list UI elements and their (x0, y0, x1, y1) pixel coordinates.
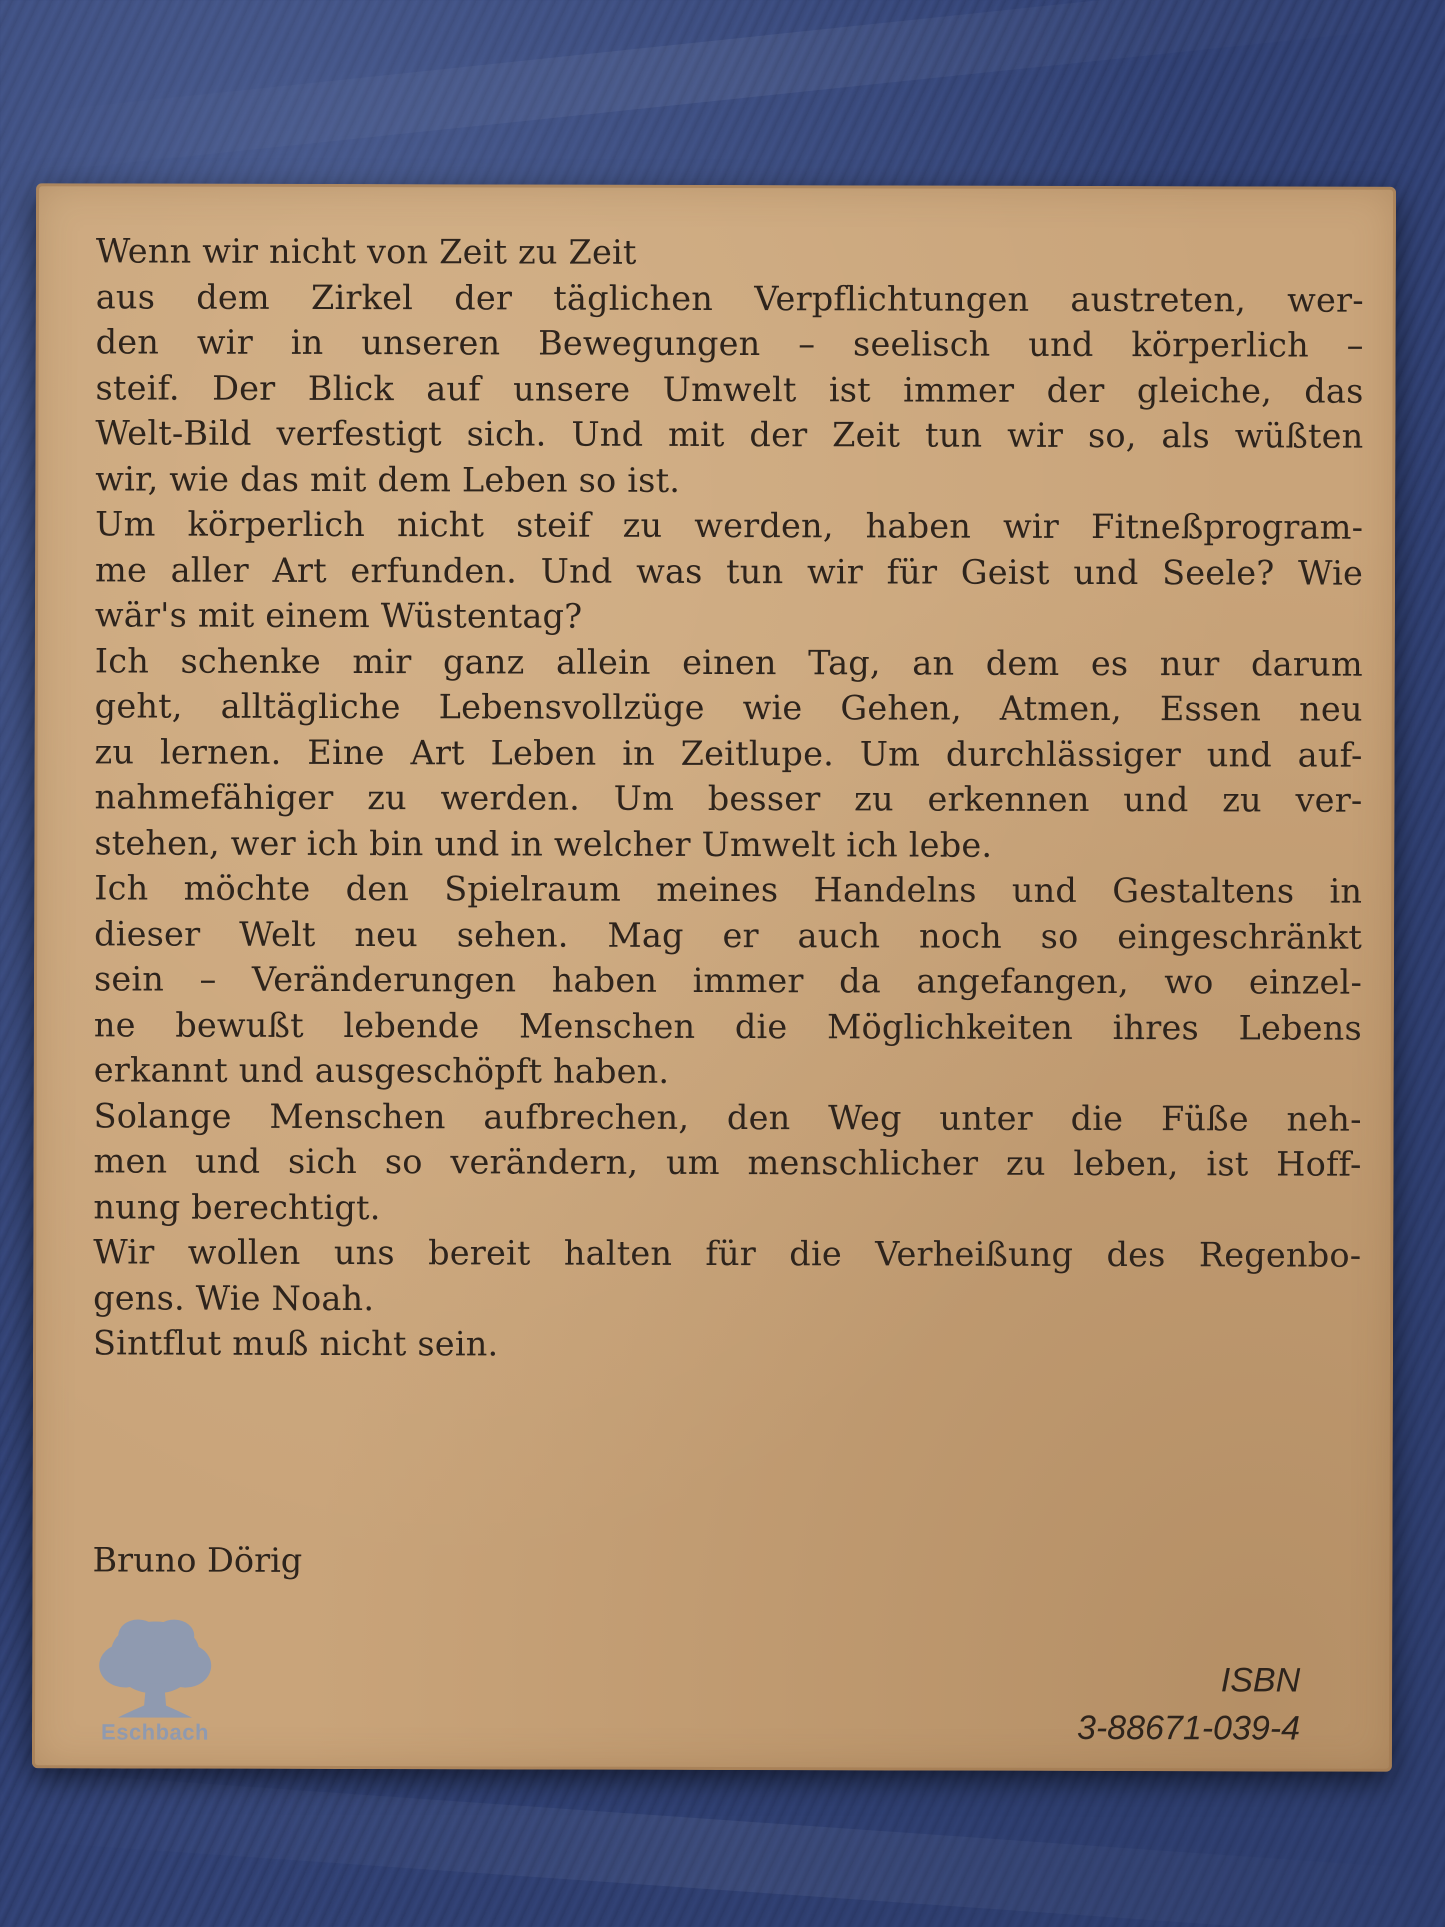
isbn-number: 3-88671-039-4 (1076, 1708, 1301, 1748)
isbn-block (1077, 1656, 1300, 1753)
text-line: me aller Art erfunden. Und was tun wir für Geist und Seele? Wie (95, 549, 1364, 593)
text-line: sein – Veränderungen haben immer da angefangen, wo einzel- (93, 959, 1363, 1002)
cloth-fold (0, 1770, 1445, 1927)
cover-text-block (93, 228, 1396, 1369)
text-line: wir, wie das mit dem Leben so ist. (95, 458, 681, 500)
text-line: Ich schenke mir ganz allein einen Tag, an dem es nur darum (94, 640, 1363, 684)
text-line: Welt-Bild verfestigt sich. Und mit der Zeit tun wir so, als wüßten (95, 413, 1364, 456)
text-line: men und sich so verändern, um menschlicher zu leben, ist Hoff- (93, 1141, 1362, 1184)
cloth-fold (1, 0, 1444, 175)
text-line: Wir wollen uns bereit halten für die Verheißung des Regenbo- (93, 1232, 1362, 1275)
text-line: erkannt und ausgeschöpft haben. (93, 1050, 670, 1091)
author-signature: Bruno Dörig (92, 1540, 303, 1580)
text-line: ne bewußt lebende Menschen die Möglichkeiten ihres Lebens (93, 1004, 1362, 1048)
text-line: wär's mit einem Wüstentag? (94, 595, 583, 636)
text-line: gens. Wie Noah. (93, 1277, 375, 1318)
text-line: stehen, wer ich bin und in welcher Umwelt ich lebe. (94, 822, 993, 865)
publisher-name: Eschbach (101, 1719, 210, 1745)
text-line: Solange Menschen aufbrechen, den Weg unter die Füße neh- (93, 1095, 1362, 1139)
tree-icon (90, 1613, 220, 1723)
text-line: nung berechtigt. (93, 1186, 381, 1227)
text-line: dieser Welt neu sehen. Mag er auch noch so eingeschränkt (94, 913, 1363, 957)
text-line: steif. Der Blick auf unsere Umwelt ist immer der gleiche, das (95, 367, 1364, 411)
text-line: Ich möchte den Spielraum meines Handelns und Gestaltens in (94, 868, 1363, 911)
text-line: nahmefähiger zu werden. Um besser zu erkennen und zu ver- (94, 777, 1363, 820)
text-line: den wir in unseren Bewegungen – seelisch und körperlich – (95, 322, 1364, 365)
text-line: Wenn wir nicht von Zeit zu Zeit (95, 231, 637, 272)
book-back-cover (32, 183, 1396, 1772)
isbn-label: ISBN (1220, 1661, 1301, 1700)
text-line: geht, alltägliche Lebensvollzüge wie Gehen, Atmen, Essen neu (94, 686, 1363, 729)
text-line: Sintflut muß nicht sein. (92, 1323, 499, 1364)
text-line: zu lernen. Eine Art Leben in Zeitlupe. Um durchlässiger und auf- (94, 731, 1363, 775)
publisher-logo (90, 1613, 220, 1753)
text-line: Um körperlich nicht steif zu werden, haben wir Fitneßprogram- (95, 504, 1364, 547)
text-line: aus dem Zirkel der täglichen Verpflichtungen austreten, wer- (95, 276, 1364, 320)
